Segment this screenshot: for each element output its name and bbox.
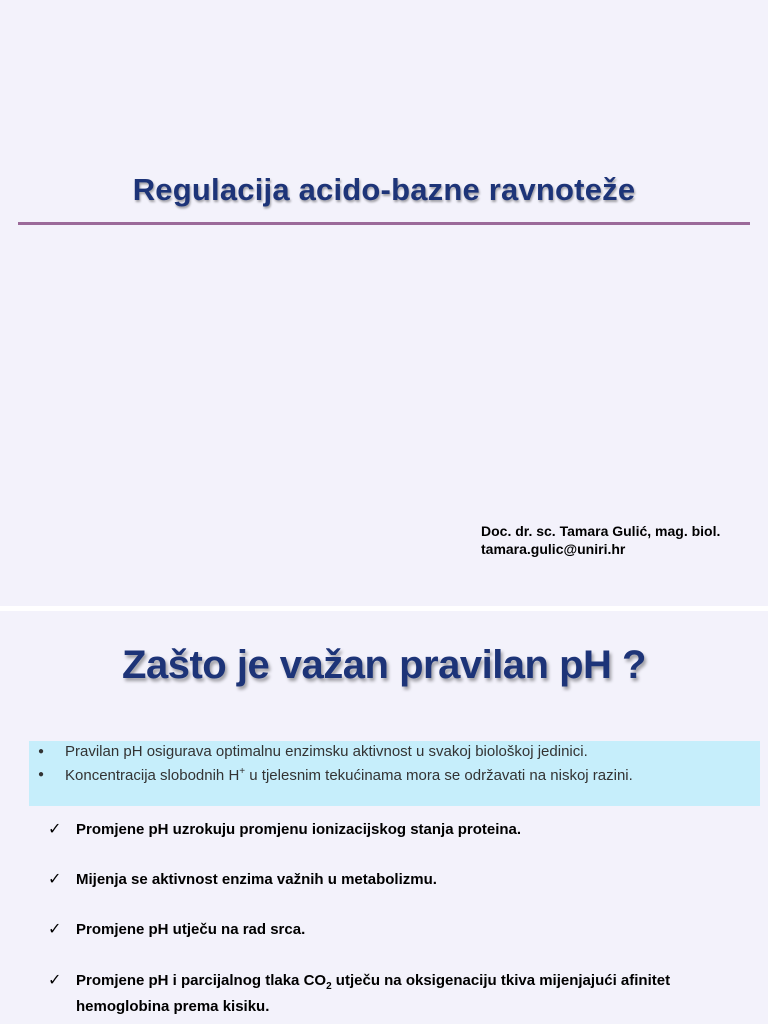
- bullet-icon: ●: [38, 769, 45, 780]
- check-item-text: Mijenja se aktivnost enzima važnih u metabolizmu.: [76, 871, 437, 888]
- check-item-text: [76, 971, 748, 1017]
- author-block: [481, 522, 720, 558]
- check-item: [48, 920, 748, 940]
- box-item-2-text: Koncentracija slobodnih H: [65, 767, 240, 784]
- box-item-2: [65, 766, 633, 784]
- checkmark-icon: ✓: [48, 871, 62, 888]
- subscript-2: 2: [326, 981, 332, 992]
- check-item: [48, 870, 748, 890]
- checkmark-icon: ✓: [48, 972, 62, 989]
- title-divider: [18, 222, 750, 225]
- check-item: [48, 820, 748, 840]
- check-item-4-text: Promjene pH i parcijalnog tlaka CO: [76, 972, 327, 989]
- check-item: [48, 971, 748, 1017]
- box-item-1: Pravilan pH osigurava optimalnu enzimsku aktivnost u svakoj biološkoj jedinici.: [65, 743, 588, 760]
- superscript-plus: +: [239, 766, 246, 777]
- author-name: Doc. dr. sc. Tamara Gulić, mag. biol.: [481, 523, 721, 539]
- box-item-2-text-end: u tjelesnim tekućinama mora se održavati na niskoj razini.: [245, 767, 633, 784]
- author-email: tamara.gulic@uniri.hr: [481, 541, 626, 557]
- check-item-text: Promjene pH uzrokuju promjenu ionizacijskog stanja proteina.: [76, 821, 522, 838]
- check-item-4-text-end: utječu na oksigenaciju tkiva mijenjajući afinitet hemoglobina prema kisiku.: [76, 972, 671, 1015]
- slide-2: [0, 611, 768, 1024]
- checkmark-icon: ✓: [48, 821, 62, 838]
- slide-title: Zašto je važan pravilan pH ?: [122, 643, 646, 687]
- checkmark-icon: ✓: [48, 921, 62, 938]
- check-item-text: Promjene pH utječu na rad srca.: [76, 921, 306, 938]
- highlight-box: [29, 741, 760, 806]
- slide-title: Regulacija acido-bazne ravnoteže: [132, 172, 636, 207]
- bullet-icon: ●: [38, 746, 45, 757]
